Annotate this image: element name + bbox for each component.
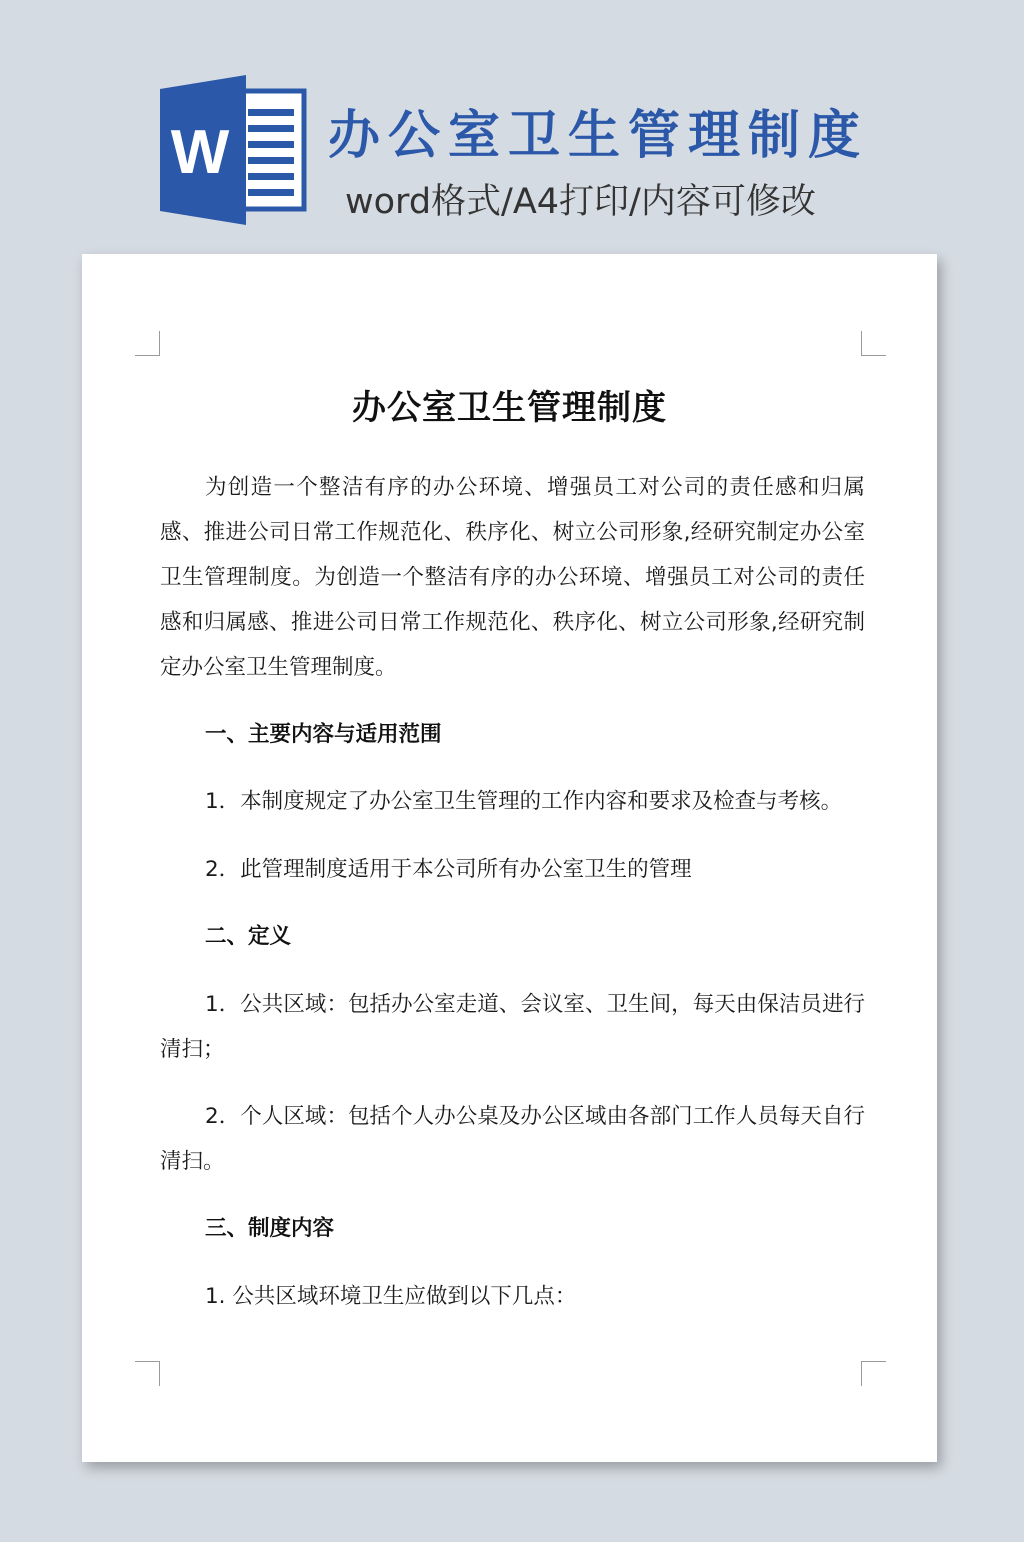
crop-mark-top-right	[861, 331, 886, 356]
definition-item-2: 2．个人区域：包括个人办公桌及办公区域由各部门工作人员每天自行清扫。	[160, 1104, 865, 1174]
section-heading-scope: 一、主要内容与适用范围	[205, 722, 442, 747]
word-logo-icon	[158, 75, 308, 225]
crop-mark-top-left	[135, 331, 160, 356]
section-heading-definition: 二、定义	[205, 924, 292, 949]
header-title: 办公室卫生管理制度	[328, 106, 869, 166]
scope-item-2: 2．此管理制度适用于本公司所有办公室卫生的管理	[205, 857, 692, 882]
intro-paragraph: 为创造一个整洁有序的办公环境、增强员工对公司的责任感和归属感、推进公司日常工作规范化、秩序化、树立公司形象,经研究制定办公室卫生管理制度。为创造一个整洁有序的办公环境、增强员工对公司的责任感和归属感、推进公司日常工作规范化、秩序化、树立公司形象,经研究制定办公室卫生管理制度。	[160, 475, 865, 680]
word-logo-letter: W	[170, 118, 230, 187]
crop-mark-bottom-left	[135, 1361, 160, 1386]
document-page	[82, 254, 937, 1462]
document-title: 办公室卫生管理制度	[352, 388, 667, 428]
crop-mark-bottom-right	[861, 1361, 886, 1386]
header-subtitle: word格式/A4打印/内容可修改	[345, 182, 816, 222]
section-heading-rules: 三、制度内容	[205, 1216, 335, 1241]
scope-item-1: 1．本制度规定了办公室卫生管理的工作内容和要求及检查与考核。	[205, 789, 843, 814]
definition-item-1: 1．公共区域：包括办公室走道、会议室、卫生间，每天由保洁员进行清扫；	[160, 992, 865, 1062]
rules-item-1: 1. 公共区域环境卫生应做到以下几点：	[205, 1284, 577, 1309]
